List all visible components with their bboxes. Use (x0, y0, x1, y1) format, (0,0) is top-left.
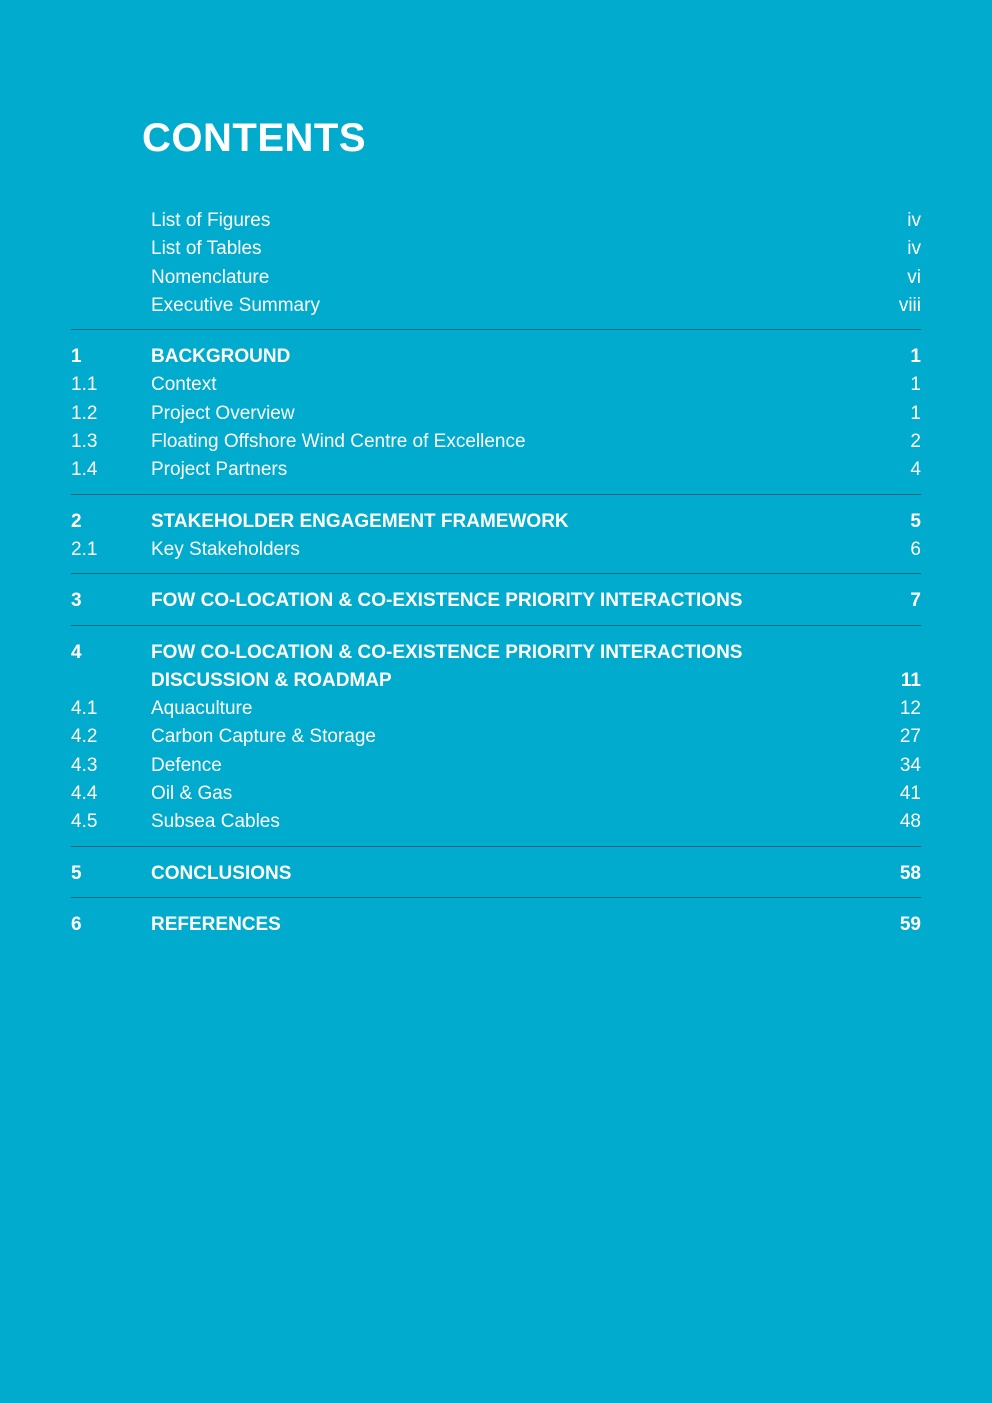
toc-subsection-4-5[interactable] (71, 808, 921, 836)
toc-subsection-number: 4.3 (71, 754, 98, 776)
toc-section-number: 3 (71, 590, 82, 612)
toc-subsection-4-2[interactable] (71, 723, 921, 751)
toc-subsection-page: 41 (899, 783, 921, 805)
toc-entry-label: List of Figures (151, 210, 271, 231)
toc-section-2[interactable] (71, 508, 921, 536)
toc-subsection-number: 4.5 (71, 811, 98, 833)
toc-subsection-1-3[interactable] (71, 428, 921, 456)
toc-subsection-page: 2 (910, 431, 921, 453)
toc-section-number: 5 (71, 862, 82, 884)
toc-subsection-label: Aquaculture (151, 698, 253, 720)
toc-entry-list-of-tables[interactable] (71, 235, 921, 263)
toc-section-label: FOW CO-LOCATION & CO-EXISTENCE PRIORITY INTERACTIONS (151, 641, 743, 663)
toc-section-page: 5 (910, 510, 921, 532)
toc-subsection-4-3[interactable] (71, 752, 921, 780)
toc-subsection-label: Floating Offshore Wind Centre of Excellence (151, 431, 526, 453)
toc-subsection-number: 1.2 (71, 402, 98, 424)
toc-section-label-continued: DISCUSSION & ROADMAP (151, 669, 392, 691)
toc-entry-list-of-figures[interactable] (71, 207, 921, 235)
toc-section-page: 7 (910, 590, 921, 612)
toc-section-page: 58 (899, 862, 921, 884)
section-divider (71, 494, 921, 495)
toc-subsection-1-4[interactable] (71, 456, 921, 484)
toc-section-label: REFERENCES (151, 913, 281, 935)
toc-subsection-page: 1 (910, 402, 921, 424)
toc-section-3[interactable] (71, 587, 921, 615)
toc-section-label: BACKGROUND (151, 346, 291, 368)
toc-subsection-page: 1 (910, 374, 921, 396)
toc-entry-page: viii (898, 294, 921, 316)
toc-section-page: 11 (900, 669, 921, 691)
toc-subsection-number: 1.4 (71, 459, 98, 481)
table-of-contents (71, 207, 921, 939)
section-divider (71, 846, 921, 847)
toc-entry-executive-summary[interactable] (71, 292, 921, 320)
toc-subsection-page: 4 (910, 459, 921, 481)
toc-section-1[interactable] (71, 343, 921, 371)
toc-entry-page: iv (907, 238, 921, 260)
toc-entry-label: List of Tables (151, 238, 262, 260)
section-divider (71, 897, 921, 898)
toc-subsection-number: 1.1 (71, 374, 98, 396)
toc-entry-label: Executive Summary (151, 294, 320, 316)
toc-subsection-label: Carbon Capture & Storage (151, 726, 376, 748)
toc-subsection-label: Project Overview (151, 402, 295, 424)
toc-section-page: 59 (899, 913, 921, 935)
toc-subsection-label: Key Stakeholders (151, 538, 300, 560)
toc-section-page: 1 (910, 346, 921, 368)
toc-entry-page: iv (907, 210, 921, 231)
toc-subsection-page: 48 (899, 811, 921, 833)
toc-subsection-number: 1.3 (71, 431, 98, 453)
toc-section-label: FOW CO-LOCATION & CO-EXISTENCE PRIORITY INTERACTIONS (151, 590, 743, 612)
toc-subsection-page: 12 (899, 698, 921, 720)
toc-entry-label: Nomenclature (151, 266, 270, 288)
toc-subsection-label: Project Partners (151, 459, 288, 481)
toc-subsection-page: 27 (899, 726, 921, 748)
toc-subsection-4-4[interactable] (71, 780, 921, 808)
section-divider (71, 625, 921, 626)
toc-subsection-number: 2.1 (71, 538, 98, 560)
toc-section-number: 1 (71, 346, 82, 368)
toc-section-4-continued[interactable] (71, 667, 921, 695)
toc-subsection-1-2[interactable] (71, 400, 921, 428)
toc-subsection-number: 4.4 (71, 783, 98, 805)
toc-subsection-label: Oil & Gas (151, 783, 233, 805)
toc-subsection-label: Subsea Cables (151, 811, 280, 833)
toc-subsection-page: 6 (910, 538, 921, 560)
toc-section-number: 4 (71, 641, 82, 663)
toc-section-label: STAKEHOLDER ENGAGEMENT FRAMEWORK (151, 510, 569, 532)
toc-entry-page: vi (907, 266, 921, 288)
toc-section-4[interactable] (71, 639, 921, 667)
toc-subsection-2-1[interactable] (71, 536, 921, 564)
toc-entry-nomenclature[interactable] (71, 264, 921, 292)
toc-subsection-4-1[interactable] (71, 695, 921, 723)
toc-section-number: 6 (71, 913, 82, 935)
toc-section-label: CONCLUSIONS (151, 862, 292, 884)
page-title: CONTENTS (142, 116, 366, 160)
toc-section-5[interactable] (71, 860, 921, 888)
toc-subsection-label: Context (151, 374, 217, 396)
section-divider (71, 573, 921, 574)
toc-subsection-number: 4.1 (71, 698, 98, 720)
toc-subsection-1-1[interactable] (71, 371, 921, 399)
toc-section-6[interactable] (71, 911, 921, 939)
toc-subsection-label: Defence (151, 754, 222, 776)
toc-section-number: 2 (71, 510, 82, 532)
section-divider (71, 329, 921, 330)
toc-subsection-page: 34 (899, 754, 921, 776)
toc-subsection-number: 4.2 (71, 726, 98, 748)
